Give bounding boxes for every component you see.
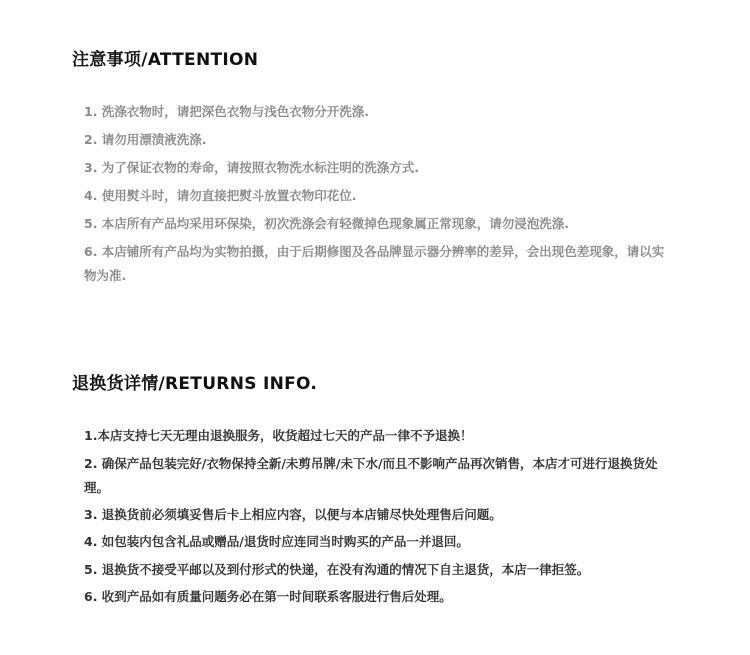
returns-item: 1.本店支持七天无理由退换服务，收货超过七天的产品一律不予退换！ [84, 428, 473, 443]
returns-item: 2. 确保产品包装完好/衣物保持全新/未剪吊牌/未下水/而且不影响产品再次销售，本店才可进行退换货处理。 [84, 455, 658, 495]
attention-item: 4. 使用熨斗时，请勿直接把熨斗放置衣物印花位. [84, 188, 357, 203]
returns-item: 4. 如包装内包含礼品或赠品/退货时应连同当时购买的产品一并退回。 [84, 534, 469, 549]
returns-section [72, 372, 682, 604]
returns-list [84, 422, 684, 611]
attention-item: 6. 本店铺所有产品均为实物拍摄，由于后期修图及各品牌显示器分辨率的差异，会出现色差现象，请以实物为准. [84, 244, 665, 283]
returns-heading: 退换货详情/RETURNS INFO. [72, 374, 318, 394]
returns-item: 6. 收到产品如有质量问题务必在第一时间联系客服进行售后处理。 [84, 589, 452, 604]
attention-list [84, 98, 684, 288]
attention-item: 1. 洗涤衣物时，请把深色衣物与浅色衣物分开洗涤. [84, 104, 370, 119]
returns-item: 5. 退换货不接受平邮以及到付形式的快递，在没有沟通的情况下自主退货，本店一律拒签。 [84, 561, 590, 577]
attention-item: 5. 本店所有产品均采用环保染，初次洗涤会有轻微掉色现象属正常现象，请勿浸泡洗涤. [84, 216, 570, 231]
returns-item: 3. 退换货前必须填妥售后卡上相应内容，以便与本店铺尽快处理售后问题。 [84, 506, 502, 522]
attention-item: 2. 请勿用漂渍液洗涤. [84, 132, 207, 147]
attention-section [72, 48, 682, 283]
attention-item: 3. 为了保证衣物的寿命，请按照衣物洗水标注明的洗涤方式. [84, 160, 420, 175]
attention-heading: 注意事项/ATTENTION [72, 50, 259, 70]
